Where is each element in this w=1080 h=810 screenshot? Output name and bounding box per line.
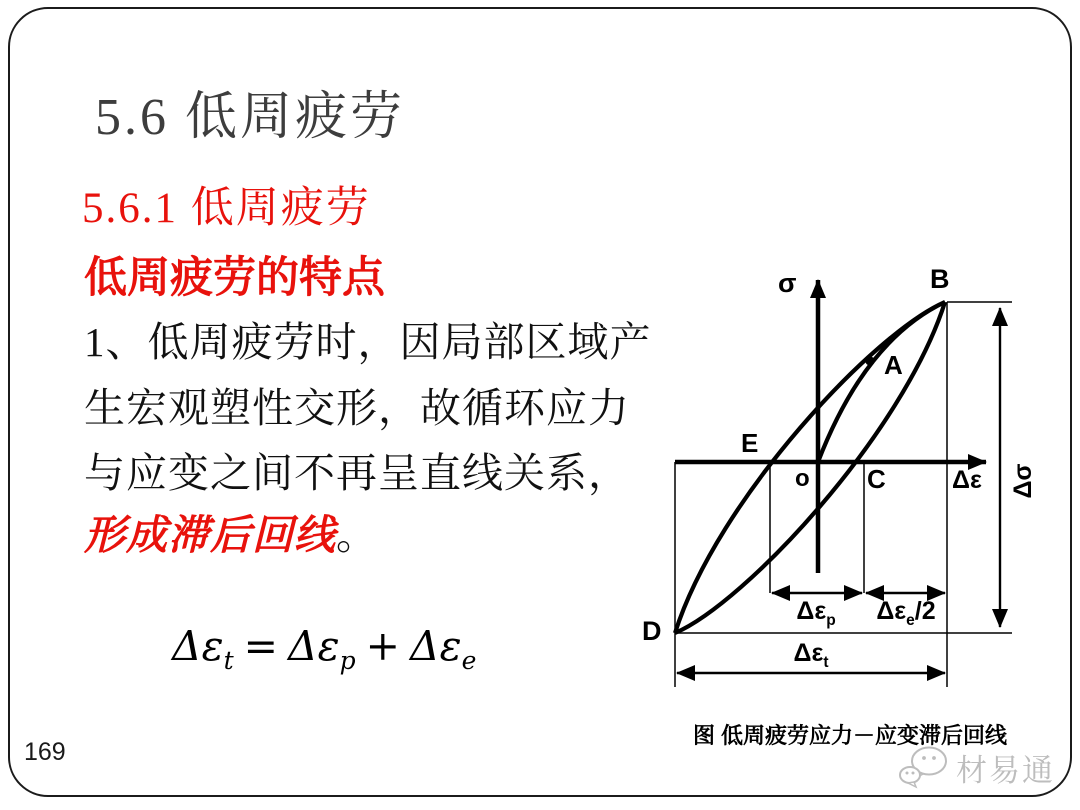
body-line-4-period: 。 [336, 512, 378, 558]
point-A-label: A [884, 350, 903, 380]
formula-term2: $\Delta\varepsilon_e$ [410, 622, 477, 676]
page-title: 5.6 低周疲劳 [95, 89, 406, 146]
point-B-label: B [930, 264, 950, 294]
delta-eps-e-label: $\Delta\varepsilon_e/2$ [876, 597, 936, 629]
hysteresis-loop [675, 302, 945, 633]
watermark-logo [898, 744, 1055, 790]
point-A-dot [865, 356, 874, 365]
body-line-3: 与应变之间不再呈直线关系， [84, 450, 630, 496]
strain-axis-label: Δε [952, 466, 982, 494]
strain-range-formula [172, 622, 476, 675]
lower-branch-curve-DCB [675, 302, 945, 633]
delta-eps-t-label: $\Delta\varepsilon_t$ [793, 639, 829, 671]
formula-term1: $\Delta\varepsilon_p$ [288, 622, 356, 676]
stress-strain-hysteresis-diagram [640, 260, 1060, 710]
page-number: 169 [24, 738, 66, 766]
body-line-2: 生宏观塑性交形，故循环应力 [84, 385, 630, 431]
body-line-4-highlight: 形成滞后回线 [84, 512, 336, 558]
diagram-caption: 图 低周疲劳应力－应变滞后回线 [692, 723, 1008, 748]
formula-plus: + [365, 622, 401, 670]
sigma-axis-label: σ [778, 268, 797, 298]
origin-label: o [795, 465, 810, 492]
chat-bubbles-icon [898, 744, 952, 790]
formula-equals: = [243, 622, 279, 670]
section-heading: 低周疲劳的特点 [84, 255, 385, 302]
section-subtitle: 5.6.1 低周疲劳 [82, 185, 371, 232]
delta-eps-p-label: $\Delta\varepsilon_p$ [796, 597, 836, 629]
formula-lhs: $\Delta\varepsilon_t$ [172, 622, 234, 676]
point-E-label: E [741, 428, 759, 458]
delta-sigma-label: Δσ [1009, 463, 1037, 499]
body-line-1: 1、低周疲劳时，因局部区域产 [84, 319, 652, 365]
upper-branch-curve-DEB [675, 302, 945, 633]
body-line-4 [84, 502, 378, 561]
cyclic-loading-curve-OAB [818, 302, 945, 462]
point-C-label: C [867, 464, 886, 494]
point-D-label: D [642, 616, 662, 646]
watermark-text: 材易通 [956, 752, 1055, 788]
